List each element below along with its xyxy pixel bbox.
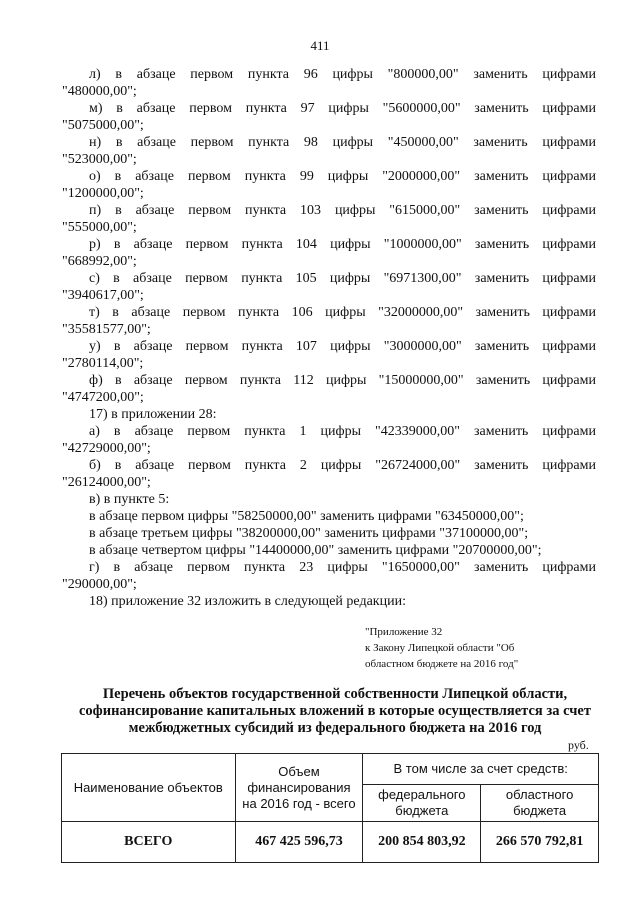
amendment-line: ф) в абзаце первом пункта 112 цифры "15000000,00" заменить цифрами: [89, 373, 596, 388]
amendment-value: "668992,00";: [62, 254, 137, 269]
amendment-line: а) в абзаце первом пункта 1 цифры "42339000,00" заменить цифрами: [89, 424, 596, 439]
amendment-item-t: [62, 304, 596, 338]
amendment-value: "5075000,00";: [62, 118, 144, 133]
federal-amount: 200 854 803,92: [363, 822, 481, 863]
amendment-item-a: [62, 423, 596, 457]
amendment-subline: в абзаце третьем цифры "38200000,00" заменить цифрами "37100000,00";: [89, 526, 529, 541]
appendix-epigraph: [365, 624, 575, 672]
amendment-value: "2780114,00";: [62, 356, 144, 371]
header-object-name: Наименование объектов: [62, 754, 236, 822]
amendment-item-m: [62, 100, 596, 134]
amendment-subline: в абзаце первом цифры "58250000,00" заменить цифрами "63450000,00";: [89, 509, 524, 524]
amendment-line: б) в абзаце первом пункта 2 цифры "26724000,00" заменить цифрами: [89, 458, 596, 473]
amendment-item-n: [62, 134, 596, 168]
amendment-line: о) в абзаце первом пункта 99 цифры "2000000,00" заменить цифрами: [89, 169, 596, 184]
header-federal-budget: федерального бюджета: [363, 785, 481, 822]
amendment-line: с) в абзаце первом пункта 105 цифры "6971300,00" заменить цифрами: [89, 271, 596, 286]
amendment-line: п) в абзаце первом пункта 103 цифры "615000,00" заменить цифрами: [89, 203, 596, 218]
amendment-item-b: [62, 457, 596, 491]
header-including-sources: В том числе за счет средств:: [363, 754, 599, 785]
amendment-value: "26124000,00";: [62, 475, 151, 490]
amendment-line: р) в абзаце первом пункта 104 цифры "1000000,00" заменить цифрами: [89, 237, 596, 252]
total-label: ВСЕГО: [62, 822, 236, 863]
header-total-financing: Объем финансирования на 2016 год - всего: [235, 754, 363, 822]
amendment-value: "480000,00";: [62, 84, 137, 99]
regional-amount: 266 570 792,81: [481, 822, 599, 863]
amendment-value: "4747200,00";: [62, 390, 144, 405]
amendment-value: "3940617,00";: [62, 288, 144, 303]
amendment-item-p: [62, 202, 596, 236]
amendment-item-u: [62, 338, 596, 372]
amendment-item-s: [62, 270, 596, 304]
amendment-line: м) в абзаце первом пункта 97 цифры "5600000,00" заменить цифрами: [89, 101, 596, 116]
page-number: 411: [310, 38, 330, 53]
amendment-item-f: [62, 372, 596, 406]
amendment-value: "1200000,00";: [62, 186, 144, 201]
epigraph-line: областном бюджете на 2016 год": [365, 658, 519, 670]
section-17-heading: 17) в приложении 28:: [89, 407, 217, 422]
amendment-item-l: [62, 66, 596, 100]
amendment-value: "555000,00";: [62, 220, 137, 235]
header-regional-budget: областного бюджета: [481, 785, 599, 822]
amendment-line: н) в абзаце первом пункта 98 цифры "450000,00" заменить цифрами: [89, 135, 596, 150]
document-title: Перечень объектов государственной собственности Липецкой области, софинансирование капитальных вложений в которые осуществляется за счет межбюджетных субсидий из федерального бюджета на 2016 год: [79, 686, 591, 736]
amendment-value: "523000,00";: [62, 152, 137, 167]
amendment-subline: в абзаце четвертом цифры "14400000,00" заменить цифрами "20700000,00";: [89, 543, 542, 558]
total-amount: 467 425 596,73: [235, 822, 363, 863]
amendment-line: л) в абзаце первом пункта 96 цифры "800000,00" заменить цифрами: [89, 67, 596, 82]
amendment-line: г) в абзаце первом пункта 23 цифры "1650000,00" заменить цифрами: [89, 560, 596, 575]
amendment-line: т) в абзаце первом пункта 106 цифры "32000000,00" заменить цифрами: [89, 305, 596, 320]
amendment-value: "290000,00";: [62, 577, 137, 592]
budget-table: [61, 753, 599, 863]
amendment-value: "35581577,00";: [62, 322, 151, 337]
amendment-line: у) в абзаце первом пункта 107 цифры "3000000,00" заменить цифрами: [89, 339, 596, 354]
amendment-item-g: [62, 559, 596, 593]
currency-unit: руб.: [568, 738, 589, 752]
epigraph-line: к Закону Липецкой области "Об: [365, 642, 515, 654]
amendments-text: [62, 66, 596, 610]
amendment-item-r: [62, 236, 596, 270]
amendment-value: "42729000,00";: [62, 441, 151, 456]
amendment-item-v: в) в пункте 5:: [89, 492, 170, 507]
amendment-item-o: [62, 168, 596, 202]
table-row-total: [62, 822, 599, 863]
table-header-row: [62, 754, 599, 785]
section-18-heading: 18) приложение 32 изложить в следующей редакции:: [89, 594, 406, 609]
epigraph-line: "Приложение 32: [365, 626, 443, 638]
